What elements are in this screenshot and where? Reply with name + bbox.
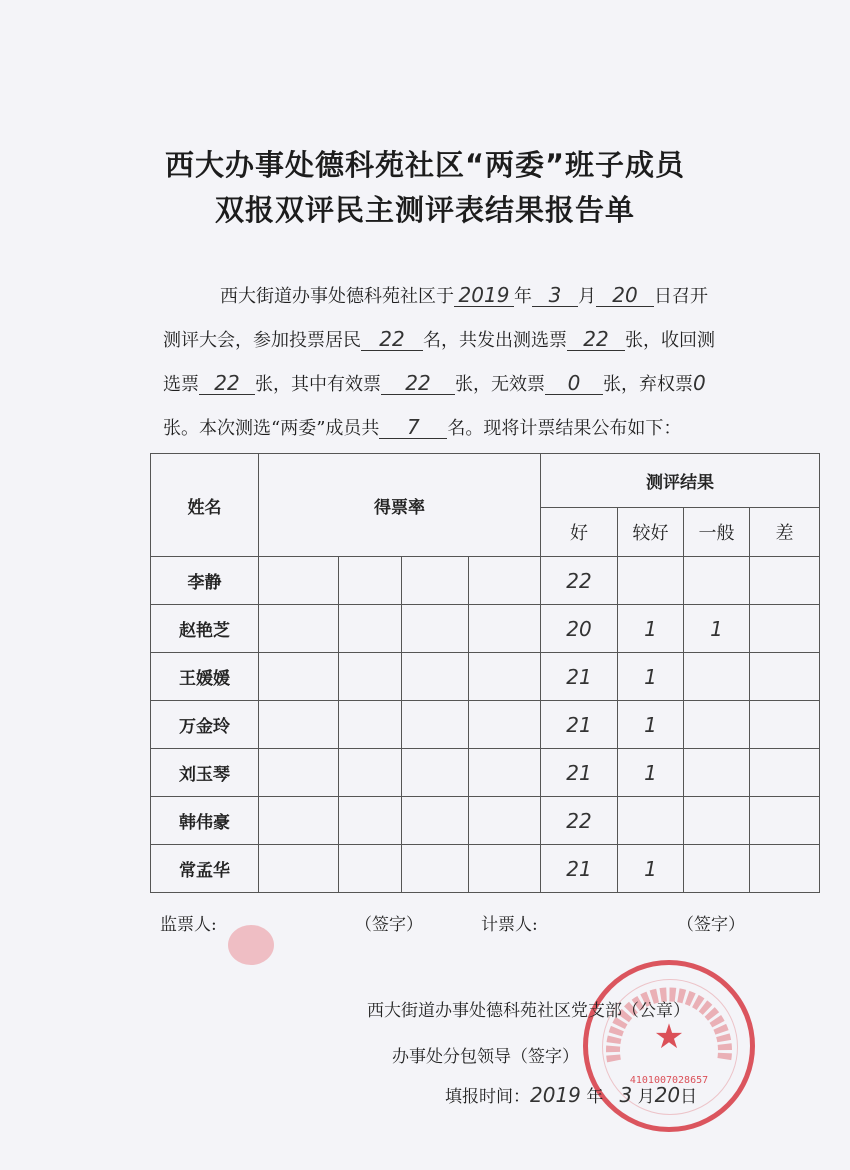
member-name: 韩伟豪 xyxy=(151,797,259,845)
date-day: 20 xyxy=(654,1083,681,1107)
table-row xyxy=(151,653,820,701)
vote-rate-cell xyxy=(339,605,402,653)
result-poor xyxy=(750,701,820,749)
member-name: 常孟华 xyxy=(151,845,259,893)
table-row xyxy=(151,557,820,605)
result-good: 21 xyxy=(541,845,618,893)
date-year: 2019 xyxy=(530,1083,581,1107)
header-result: 测评结果 xyxy=(541,454,820,508)
result-average xyxy=(684,557,750,605)
date-text: 月 xyxy=(637,1087,655,1107)
vote-rate-cell xyxy=(259,845,339,893)
vote-rate-cell xyxy=(259,605,339,653)
vote-rate-cell xyxy=(339,797,402,845)
intro-text: 月 xyxy=(578,286,596,307)
valid-count: 22 xyxy=(381,372,455,395)
vote-rate-cell xyxy=(402,749,469,797)
vote-rate-cell xyxy=(339,701,402,749)
vote-rate-cell xyxy=(259,557,339,605)
sign-note-2: （签字） xyxy=(677,915,745,935)
leader-label: 办事处分包领导（签字） xyxy=(392,1047,579,1067)
intro-line-1 xyxy=(220,282,708,308)
intro-text: 名。现将计票结果公布如下： xyxy=(447,418,682,439)
result-good: 21 xyxy=(541,701,618,749)
member-count: 7 xyxy=(379,416,447,439)
vote-rate-cell xyxy=(469,749,541,797)
intro-line-4 xyxy=(163,414,681,440)
intro-text: 选票 xyxy=(163,374,199,395)
result-average xyxy=(684,749,750,797)
intro-text: 日召开 xyxy=(654,286,708,307)
abstain-count: 0 xyxy=(693,371,706,395)
vote-rate-cell xyxy=(402,653,469,701)
vote-rate-cell xyxy=(469,701,541,749)
vote-rate-cell xyxy=(469,797,541,845)
header-vote-rate: 得票率 xyxy=(259,454,541,557)
result-good: 20 xyxy=(541,605,618,653)
date-text: 年 xyxy=(586,1087,604,1107)
result-fairly-good: 1 xyxy=(618,701,684,749)
issued-count: 22 xyxy=(567,328,625,351)
table-row xyxy=(151,701,820,749)
invalid-count: 0 xyxy=(545,372,603,395)
result-poor xyxy=(750,797,820,845)
intro-line-2 xyxy=(163,326,715,352)
member-name: 李静 xyxy=(151,557,259,605)
results-table xyxy=(150,453,820,893)
document-title-line1: 西大办事处德科苑社区“两委”班子成员 xyxy=(164,148,686,182)
result-average: 1 xyxy=(684,605,750,653)
header-name: 姓名 xyxy=(151,454,259,557)
header-good: 好 xyxy=(541,508,618,557)
header-fairly-good: 较好 xyxy=(618,508,684,557)
result-poor xyxy=(750,749,820,797)
monitor-label: 监票人: xyxy=(160,915,217,935)
result-fairly-good: 1 xyxy=(618,653,684,701)
vote-rate-cell xyxy=(469,653,541,701)
document-title-line2: 双报双评民主测评表结果报告单 xyxy=(214,193,635,227)
seal-star-icon: ★ xyxy=(653,1017,685,1057)
result-poor xyxy=(750,653,820,701)
vote-rate-cell xyxy=(259,653,339,701)
result-good: 22 xyxy=(541,557,618,605)
organization-line: 西大街道办事处德科苑社区党支部（公章） xyxy=(367,1001,690,1021)
vote-rate-cell xyxy=(339,653,402,701)
result-good: 21 xyxy=(541,653,618,701)
result-poor xyxy=(750,845,820,893)
intro-text: 张，弃权票 xyxy=(603,374,693,395)
vote-rate-cell xyxy=(259,749,339,797)
intro-line-3 xyxy=(163,370,706,396)
counter-label: 计票人: xyxy=(481,915,538,935)
date-label: 填报时间： xyxy=(445,1087,530,1107)
seal-code: 4101007028657 xyxy=(629,1075,709,1086)
vote-rate-cell xyxy=(339,749,402,797)
vote-rate-cell xyxy=(402,845,469,893)
result-fairly-good: 1 xyxy=(618,845,684,893)
result-poor xyxy=(750,605,820,653)
vote-rate-cell xyxy=(402,797,469,845)
date-month: 3 xyxy=(619,1083,633,1107)
vote-rate-cell xyxy=(339,845,402,893)
result-fairly-good: 1 xyxy=(618,605,684,653)
result-fairly-good xyxy=(618,557,684,605)
vote-rate-cell xyxy=(469,845,541,893)
table-row xyxy=(151,845,820,893)
vote-rate-cell xyxy=(402,701,469,749)
vote-rate-cell xyxy=(402,557,469,605)
intro-text: 测评大会，参加投票居民 xyxy=(163,330,361,351)
result-average xyxy=(684,653,750,701)
vote-rate-cell xyxy=(259,797,339,845)
report-date xyxy=(445,1082,697,1107)
vote-rate-cell xyxy=(339,557,402,605)
table-header-row xyxy=(151,454,820,508)
result-poor xyxy=(750,557,820,605)
vote-rate-cell xyxy=(469,557,541,605)
intro-text: 张，其中有效票 xyxy=(255,374,381,395)
sign-note-1: （签字） xyxy=(355,915,423,935)
vote-rate-cell xyxy=(402,605,469,653)
table-body xyxy=(151,557,820,893)
intro-text: 张。本次测选“两委”成员共 xyxy=(163,418,380,439)
intro-text: 名，共发出测选票 xyxy=(423,330,567,351)
fingerprint-mark xyxy=(228,925,274,965)
result-average xyxy=(684,845,750,893)
result-average xyxy=(684,701,750,749)
vote-rate-cell xyxy=(469,605,541,653)
result-good: 22 xyxy=(541,797,618,845)
voter-count: 22 xyxy=(361,328,423,351)
intro-text: 张，收回测 xyxy=(625,330,715,351)
intro-text: 年 xyxy=(514,286,532,307)
meeting-year: 2019 xyxy=(454,284,514,307)
header-poor: 差 xyxy=(750,508,820,557)
meeting-day: 20 xyxy=(596,284,654,307)
table-row xyxy=(151,749,820,797)
intro-text: 西大街道办事处德科苑社区于 xyxy=(220,286,454,307)
member-name: 万金玲 xyxy=(151,701,259,749)
table-row xyxy=(151,605,820,653)
result-fairly-good: 1 xyxy=(618,749,684,797)
member-name: 刘玉琴 xyxy=(151,749,259,797)
member-name: 王媛媛 xyxy=(151,653,259,701)
table-row xyxy=(151,797,820,845)
result-good: 21 xyxy=(541,749,618,797)
header-average: 一般 xyxy=(684,508,750,557)
returned-count: 22 xyxy=(199,372,255,395)
result-average xyxy=(684,797,750,845)
result-fairly-good xyxy=(618,797,684,845)
date-text: 日 xyxy=(680,1087,698,1107)
intro-text: 张，无效票 xyxy=(455,374,545,395)
vote-rate-cell xyxy=(259,701,339,749)
member-name: 赵艳芝 xyxy=(151,605,259,653)
meeting-month: 3 xyxy=(532,284,578,307)
